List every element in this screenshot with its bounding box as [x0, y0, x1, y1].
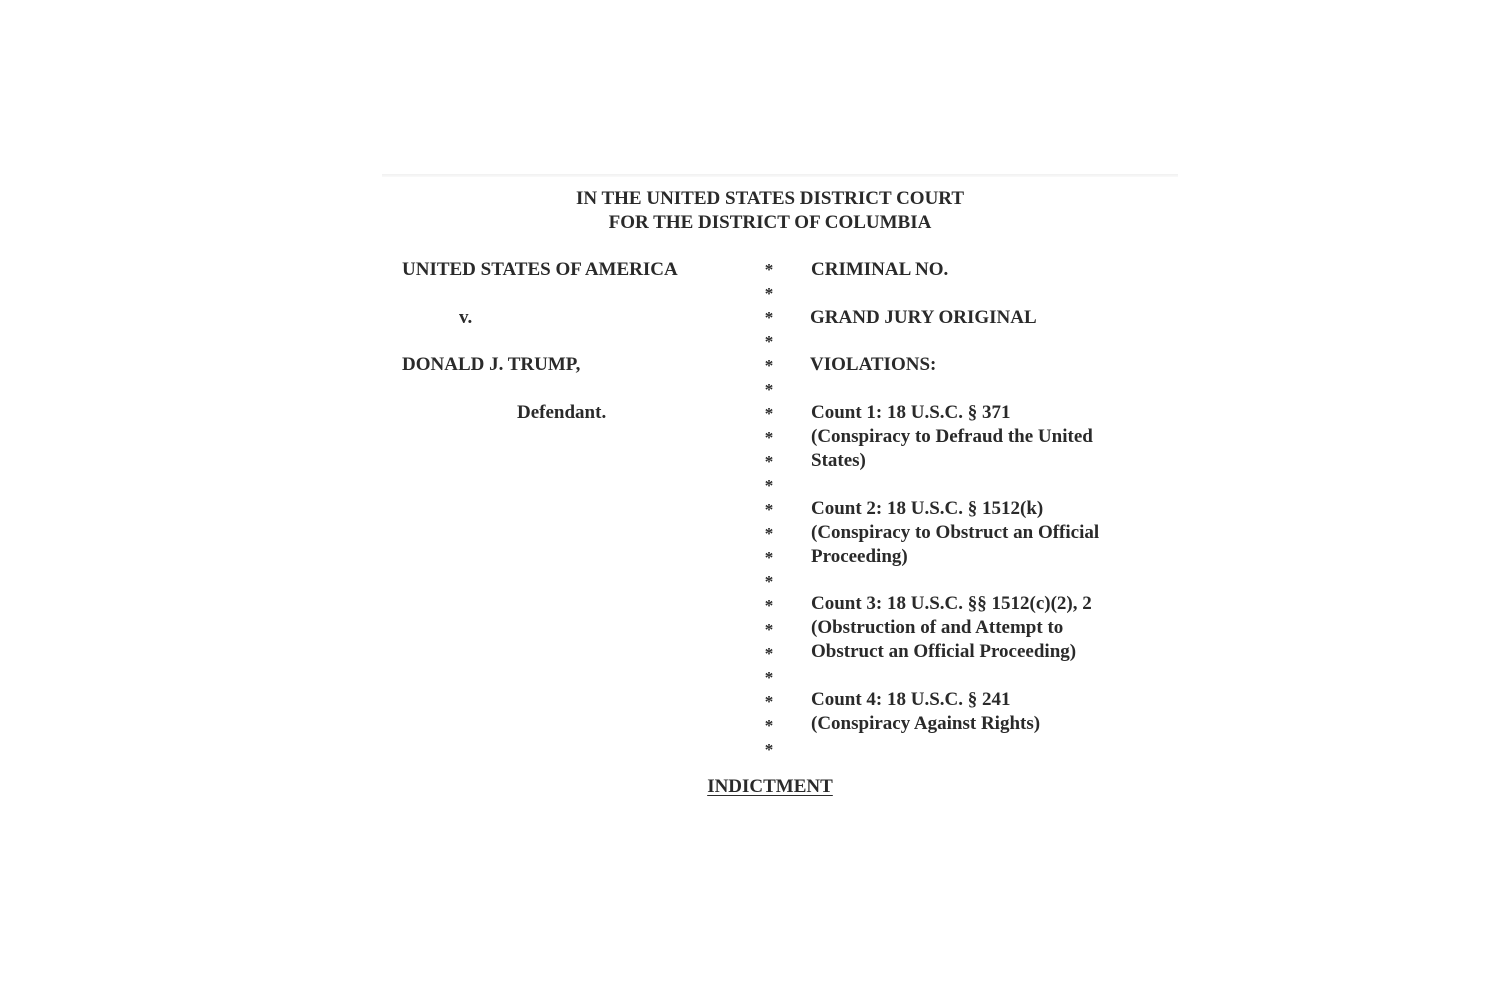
separator-star: * — [764, 668, 774, 687]
count-3-citation: Count 3: 18 U.S.C. §§ 1512(c)(2), 2 — [811, 593, 1092, 614]
plaintiff-name: UNITED STATES OF AMERICA — [402, 259, 678, 280]
court-header-line-2: FOR THE DISTRICT OF COLUMBIA — [608, 212, 932, 233]
separator-star: * — [764, 620, 774, 639]
separator-star: * — [764, 404, 774, 423]
court-header-line-1: IN THE UNITED STATES DISTRICT COURT — [575, 188, 965, 209]
separator-star: * — [764, 308, 774, 327]
separator-star: * — [764, 284, 774, 303]
separator-star: * — [764, 452, 774, 471]
count-3-description: (Obstruction of and Attempt to — [811, 617, 1064, 638]
versus-label: v. — [459, 307, 473, 328]
grand-jury-label: GRAND JURY ORIGINAL — [810, 307, 1037, 328]
court-header — [382, 187, 1158, 235]
separator-star: * — [764, 740, 774, 759]
count-4-description: (Conspiracy Against Rights) — [811, 713, 1041, 734]
defendant-label: Defendant. — [517, 402, 607, 423]
count-3-description-cont: Obstruct an Official Proceeding) — [811, 641, 1077, 662]
criminal-number-label: CRIMINAL NO. — [811, 259, 949, 280]
separator-star: * — [764, 380, 774, 399]
page-top-edge — [382, 174, 1178, 177]
defendant-name: DONALD J. TRUMP, — [402, 354, 581, 375]
separator-star: * — [764, 692, 774, 711]
separator-star: * — [764, 332, 774, 351]
document-title — [382, 775, 1158, 799]
separator-star: * — [764, 644, 774, 663]
count-1-citation: Count 1: 18 U.S.C. § 371 — [811, 402, 1011, 423]
separator-star: * — [764, 524, 774, 543]
count-1-description-cont: States) — [811, 450, 866, 471]
separator-star: * — [764, 716, 774, 735]
count-2-description: (Conspiracy to Obstruct an Official — [811, 522, 1100, 543]
separator-star: * — [764, 428, 774, 447]
document-title-text: INDICTMENT — [707, 776, 833, 797]
count-2-description-cont: Proceeding) — [811, 546, 908, 567]
separator-star: * — [764, 596, 774, 615]
count-2-citation: Count 2: 18 U.S.C. § 1512(k) — [811, 498, 1044, 519]
separator-star: * — [764, 260, 774, 279]
violations-heading: VIOLATIONS: — [810, 354, 937, 375]
separator-star: * — [764, 476, 774, 495]
separator-star: * — [764, 572, 774, 591]
count-1-description: (Conspiracy to Defraud the United — [811, 426, 1093, 447]
count-4-citation: Count 4: 18 U.S.C. § 241 — [811, 689, 1011, 710]
separator-star: * — [764, 548, 774, 567]
separator-star: * — [764, 500, 774, 519]
separator-star: * — [764, 356, 774, 375]
